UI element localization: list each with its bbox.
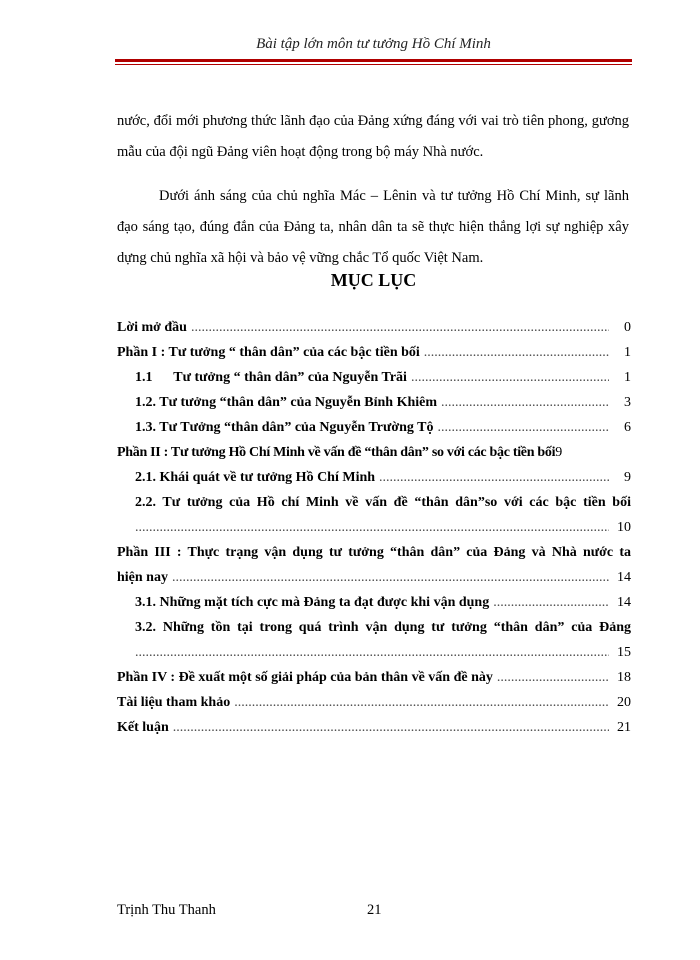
toc-entry-references[interactable] [117,690,631,715]
toc-entry-page: 3 [624,395,631,410]
toc-entry-page: 21 [617,720,631,735]
toc-entry-label: 1.1 Tư tưởng “ thân dân” của Nguyễn Trãi [135,370,407,385]
toc-entry-label: Phần IV : Đề xuất một số giải pháp của bản thân về vấn đề này [117,670,493,685]
paragraph-1: nước, đổi mới phương thức lãnh đạo của Đảng xứng đáng với vai trò tiên phong, gương mẫu của đội ngũ Đảng viên hoạt động trong bộ máy Nhà nước. [117,113,629,160]
paragraph-2: Dưới ánh sáng của chủ nghĩa Mác – Lênin và tư tưởng Hồ Chí Minh, sự lãnh đạo sáng tạo, đúng đắn của Đảng ta, nhân dân ta sẽ thực hiện thắng lợi sự nghiệp xây dựng chủ nghĩa xã hội và bảo vệ vững chắc Tổ quốc Việt Nam. [117,188,629,266]
toc-entry-2-2-continued[interactable] [117,515,631,540]
toc-leader [411,365,609,390]
toc-entry-conclusion[interactable] [117,715,631,740]
toc-leader [135,640,609,665]
toc-entry-part-2[interactable] [117,440,631,465]
footer-page-number: 21 [367,902,382,918]
toc-entry-page: 9 [624,470,631,485]
toc-entry-3-2-continued[interactable] [117,640,631,665]
toc-leader [441,390,609,415]
toc-entry-page: 0 [624,320,631,335]
toc-entry-label: 3.2. Những tồn tại trong quá trình vận dụng tư tưởng “thân dân” của Đảng [135,620,631,635]
toc-entry-page: 15 [617,645,631,660]
toc-leader [135,515,609,540]
toc-entry-part-1[interactable] [117,340,631,365]
toc-entry-2-2[interactable] [117,490,631,515]
toc-entry-page: 20 [617,695,631,710]
toc-entry-page: 18 [617,670,631,685]
toc-entry-label: Phần I : Tư tưởng “ thân dân” của các bậc tiền bối [117,345,420,360]
toc-entry-part-4[interactable] [117,665,631,690]
toc-entry-label: 2.2. Tư tưởng của Hồ chí Minh về vấn đề “thân dân”so với các bậc tiền bối [135,495,631,510]
toc-entry-1-1[interactable] [117,365,631,390]
toc-entry-3-1[interactable] [117,590,631,615]
toc-entry-1-3[interactable] [117,415,631,440]
toc-leader [234,690,609,715]
toc-entry-label: Phần III : Thực trạng vận dụng tư tưởng “thân dân” của Đảng và Nhà nước ta [117,545,631,560]
body-text [117,106,629,168]
toc-entry-label: 3.1. Những mặt tích cực mà Đảng ta đạt được khi vận dụng [135,595,490,610]
toc-leader [191,315,609,340]
toc-entry-3-2[interactable] [117,615,631,640]
header-rule-thin [115,64,632,65]
body-text-2 [117,181,629,274]
toc-leader [173,715,609,740]
toc-entry-label-cont: hiện nay [117,570,168,585]
toc-entry-label: 1.3. Tư Tưởng “thân dân” của Nguyễn Trường Tộ [135,420,434,435]
toc-entry-page: 10 [617,520,631,535]
toc-entry-page: 9 [555,445,563,460]
toc-leader [172,565,609,590]
toc-leader [493,590,609,615]
toc-entry-page: 14 [617,595,631,610]
toc-entry-label: Lời mở đầu [117,320,187,335]
toc-entry-page: 6 [624,420,631,435]
page-header: Bài tập lớn môn tư tưởng Hồ Chí Minh [256,36,491,52]
toc-entry-1-2[interactable] [117,390,631,415]
toc-entry-label: Tài liệu tham khảo [117,695,231,710]
toc-leader [438,415,610,440]
toc-entry-page: 1 [624,370,631,385]
footer-author: Trịnh Thu Thanh [117,902,216,918]
toc-entry-part-3-continued[interactable] [117,565,631,590]
toc-entry-intro[interactable] [117,315,631,340]
toc-title: MỤC LỤC [330,270,417,290]
table-of-contents [117,315,631,740]
toc-entry-page: 14 [617,570,631,585]
toc-entry-label: 2.1. Khái quát về tư tưởng Hồ Chí Minh [135,470,376,485]
toc-leader [424,340,609,365]
toc-leader [379,465,609,490]
toc-entry-2-1[interactable] [117,465,631,490]
toc-entry-label: Phần II : Tư tưởng Hồ Chí Minh về vấn đề “thân dân” so với các bậc tiền bối [117,445,556,460]
toc-leader [497,665,609,690]
toc-entry-part-3[interactable] [117,540,631,565]
header-rule-thick [115,59,632,62]
toc-entry-label: Kết luận [117,720,169,735]
toc-entry-label: 1.2. Tư tưởng “thân dân” của Nguyễn Bỉnh Khiêm [135,395,438,410]
toc-entry-page: 1 [624,345,631,360]
